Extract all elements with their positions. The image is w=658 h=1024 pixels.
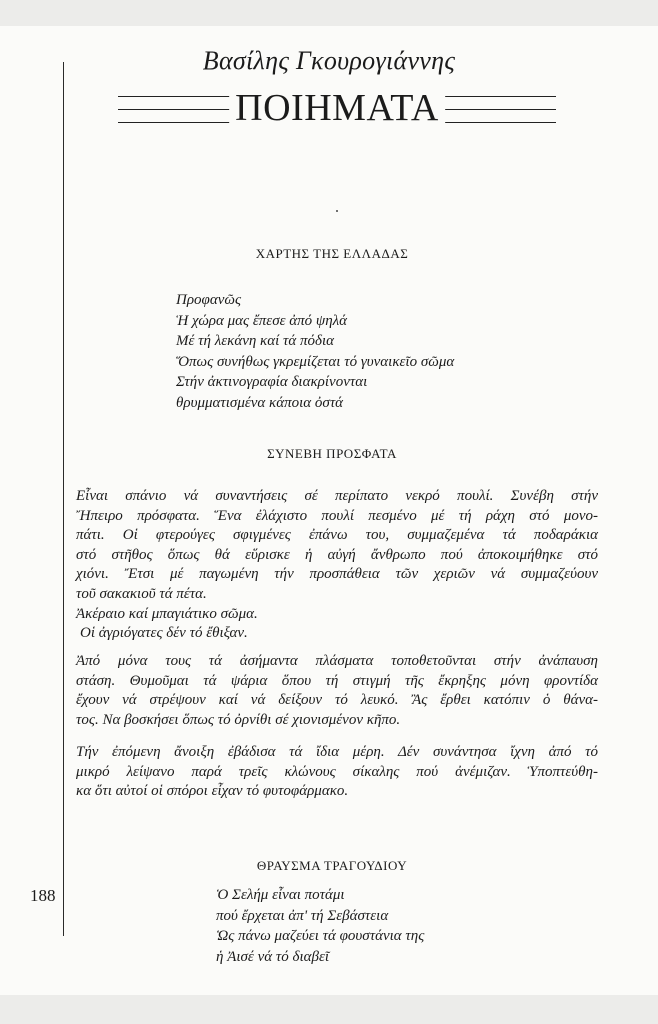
- poem-line: Προφανῶς: [176, 292, 242, 308]
- prose-line: χιόνι. Ἔτσι μέ παγωμένη τήν προσπάθεια τῶν χεριῶν νά συμμαζεύουν: [76, 566, 598, 583]
- prose-line: κα ὅτι αὐτοί οἱ σπόροι εἶχαν τό φυτοφάρμακο.: [76, 783, 349, 800]
- poem-map-of-greece: [176, 290, 454, 414]
- scan-top-edge: [0, 0, 658, 26]
- poem-song-fragment: [216, 885, 424, 967]
- poem-line: Ὡς πάνω μαζεύει τά φουστάνια της: [216, 928, 425, 945]
- prose-line: τοῦ σακακιοῦ τά πέτα.: [76, 585, 207, 602]
- poem-line: Ἡ χώρα μας ἔπεσε ἀπό ψηλά: [176, 312, 348, 329]
- prose-line: τος. Να βοσκήσει ὅπως τό ὀρνίθι σέ χιονισμένον κῆπο.: [76, 711, 401, 728]
- poem-line: Μέ τή λεκάνη καί τά πόδια: [176, 333, 335, 350]
- prose-line: πάτι. Οἱ φτερούγες σφιγμένες ἐπάνω του, συμμαζεμένα τά ποδαράκια: [76, 527, 598, 544]
- prose-line: Ἀπό μόνα τους τά ἀσήμαντα πλάσματα τοποθετοῦνται στήν ἀνάπαυση: [76, 653, 598, 669]
- prose-line: Οἱ ἀγριόγατες δέν τό ἔθιξαν.: [80, 625, 248, 642]
- prose-line: Τήν ἐπόμενη ἄνοιξη ἐβάδισα τά ἴδια μέρη. Δέν συνάντησα ἴχνη ἀπό τό: [76, 744, 598, 760]
- prose-paragraph-3: [76, 743, 598, 802]
- section-heading-map: ΧΑΡΤΗΣ ΤΗΣ ΕΛΛΑΔΑΣ: [255, 246, 409, 261]
- page-title: ΠΟΙΗΜΑΤΑ: [229, 84, 445, 132]
- page-number: 188: [30, 886, 56, 905]
- poem-line: Στήν ἀκτινογραφία διακρίνονται: [176, 374, 368, 391]
- margin-rule: [63, 62, 64, 936]
- print-speck: [336, 210, 338, 212]
- prose-paragraph-1: [76, 487, 598, 644]
- prose-line: στάση. Θυμοῦμαι τά ψάρια ὅπου τή στιγμή τῆς ἔκρηξης μόνη φροντίδα: [76, 672, 598, 689]
- prose-line: Ἤπειρο πρόσφατα. Ἕνα ἐλάχιστο πουλί πεσμένο μέ τή ράχη στό μονο-: [76, 507, 598, 524]
- poem-line: πού ἔρχεται ἀπ' τή Σεβάστεια: [216, 907, 389, 924]
- prose-line: μικρό λείψανο παρά τρεῖς κλώνους σίκαλης πού ἀνέμιζαν. Ὑποπτεύθη-: [76, 763, 598, 780]
- poem-line: Ὁ Σελήμ εἶναι ποτάμι: [216, 887, 345, 903]
- author-name: Βασίλης Γκουρογιάννης: [202, 46, 456, 75]
- prose-line: Ἀκέραιο καί μπαγιάτικο σῶμα.: [76, 605, 258, 622]
- section-heading-happened: ΣΥΝΕΒΗ ΠΡΟΣΦΑΤΑ: [267, 446, 397, 461]
- prose-paragraph-2: [76, 652, 598, 730]
- section-heading-song-fragment: ΘΡΑΥΣΜΑ ΤΡΑΓΟΥΔΙΟΥ: [256, 858, 408, 873]
- title-banner: [118, 84, 556, 134]
- scan-bottom-edge: [0, 995, 658, 1024]
- prose-line: ἔχουν νά στρέψουν καί νά δείξουν τό λευκό. Ἂς ἔρθει κατόπιν ὁ θάνα-: [76, 692, 598, 709]
- poem-line: ἡ Ἀισέ νά τό διαβεῖ: [216, 948, 330, 965]
- poem-line: θρυμματισμένα κάποια ὀστά: [176, 394, 344, 411]
- prose-line: Εἶναι σπάνιο νά συναντήσεις σέ περίπατο νεκρό πουλί. Συνέβη στήν: [76, 488, 598, 504]
- prose-line: στό στῆθος ὅπως θά εὕρισκε ἡ αὐγή ἄνθρωπο πού ἀποκοιμήθηκε στό: [76, 546, 598, 563]
- poem-line: Ὅπως συνήθως γκρεμίζεται τό γυναικεῖο σῶμα: [176, 353, 455, 370]
